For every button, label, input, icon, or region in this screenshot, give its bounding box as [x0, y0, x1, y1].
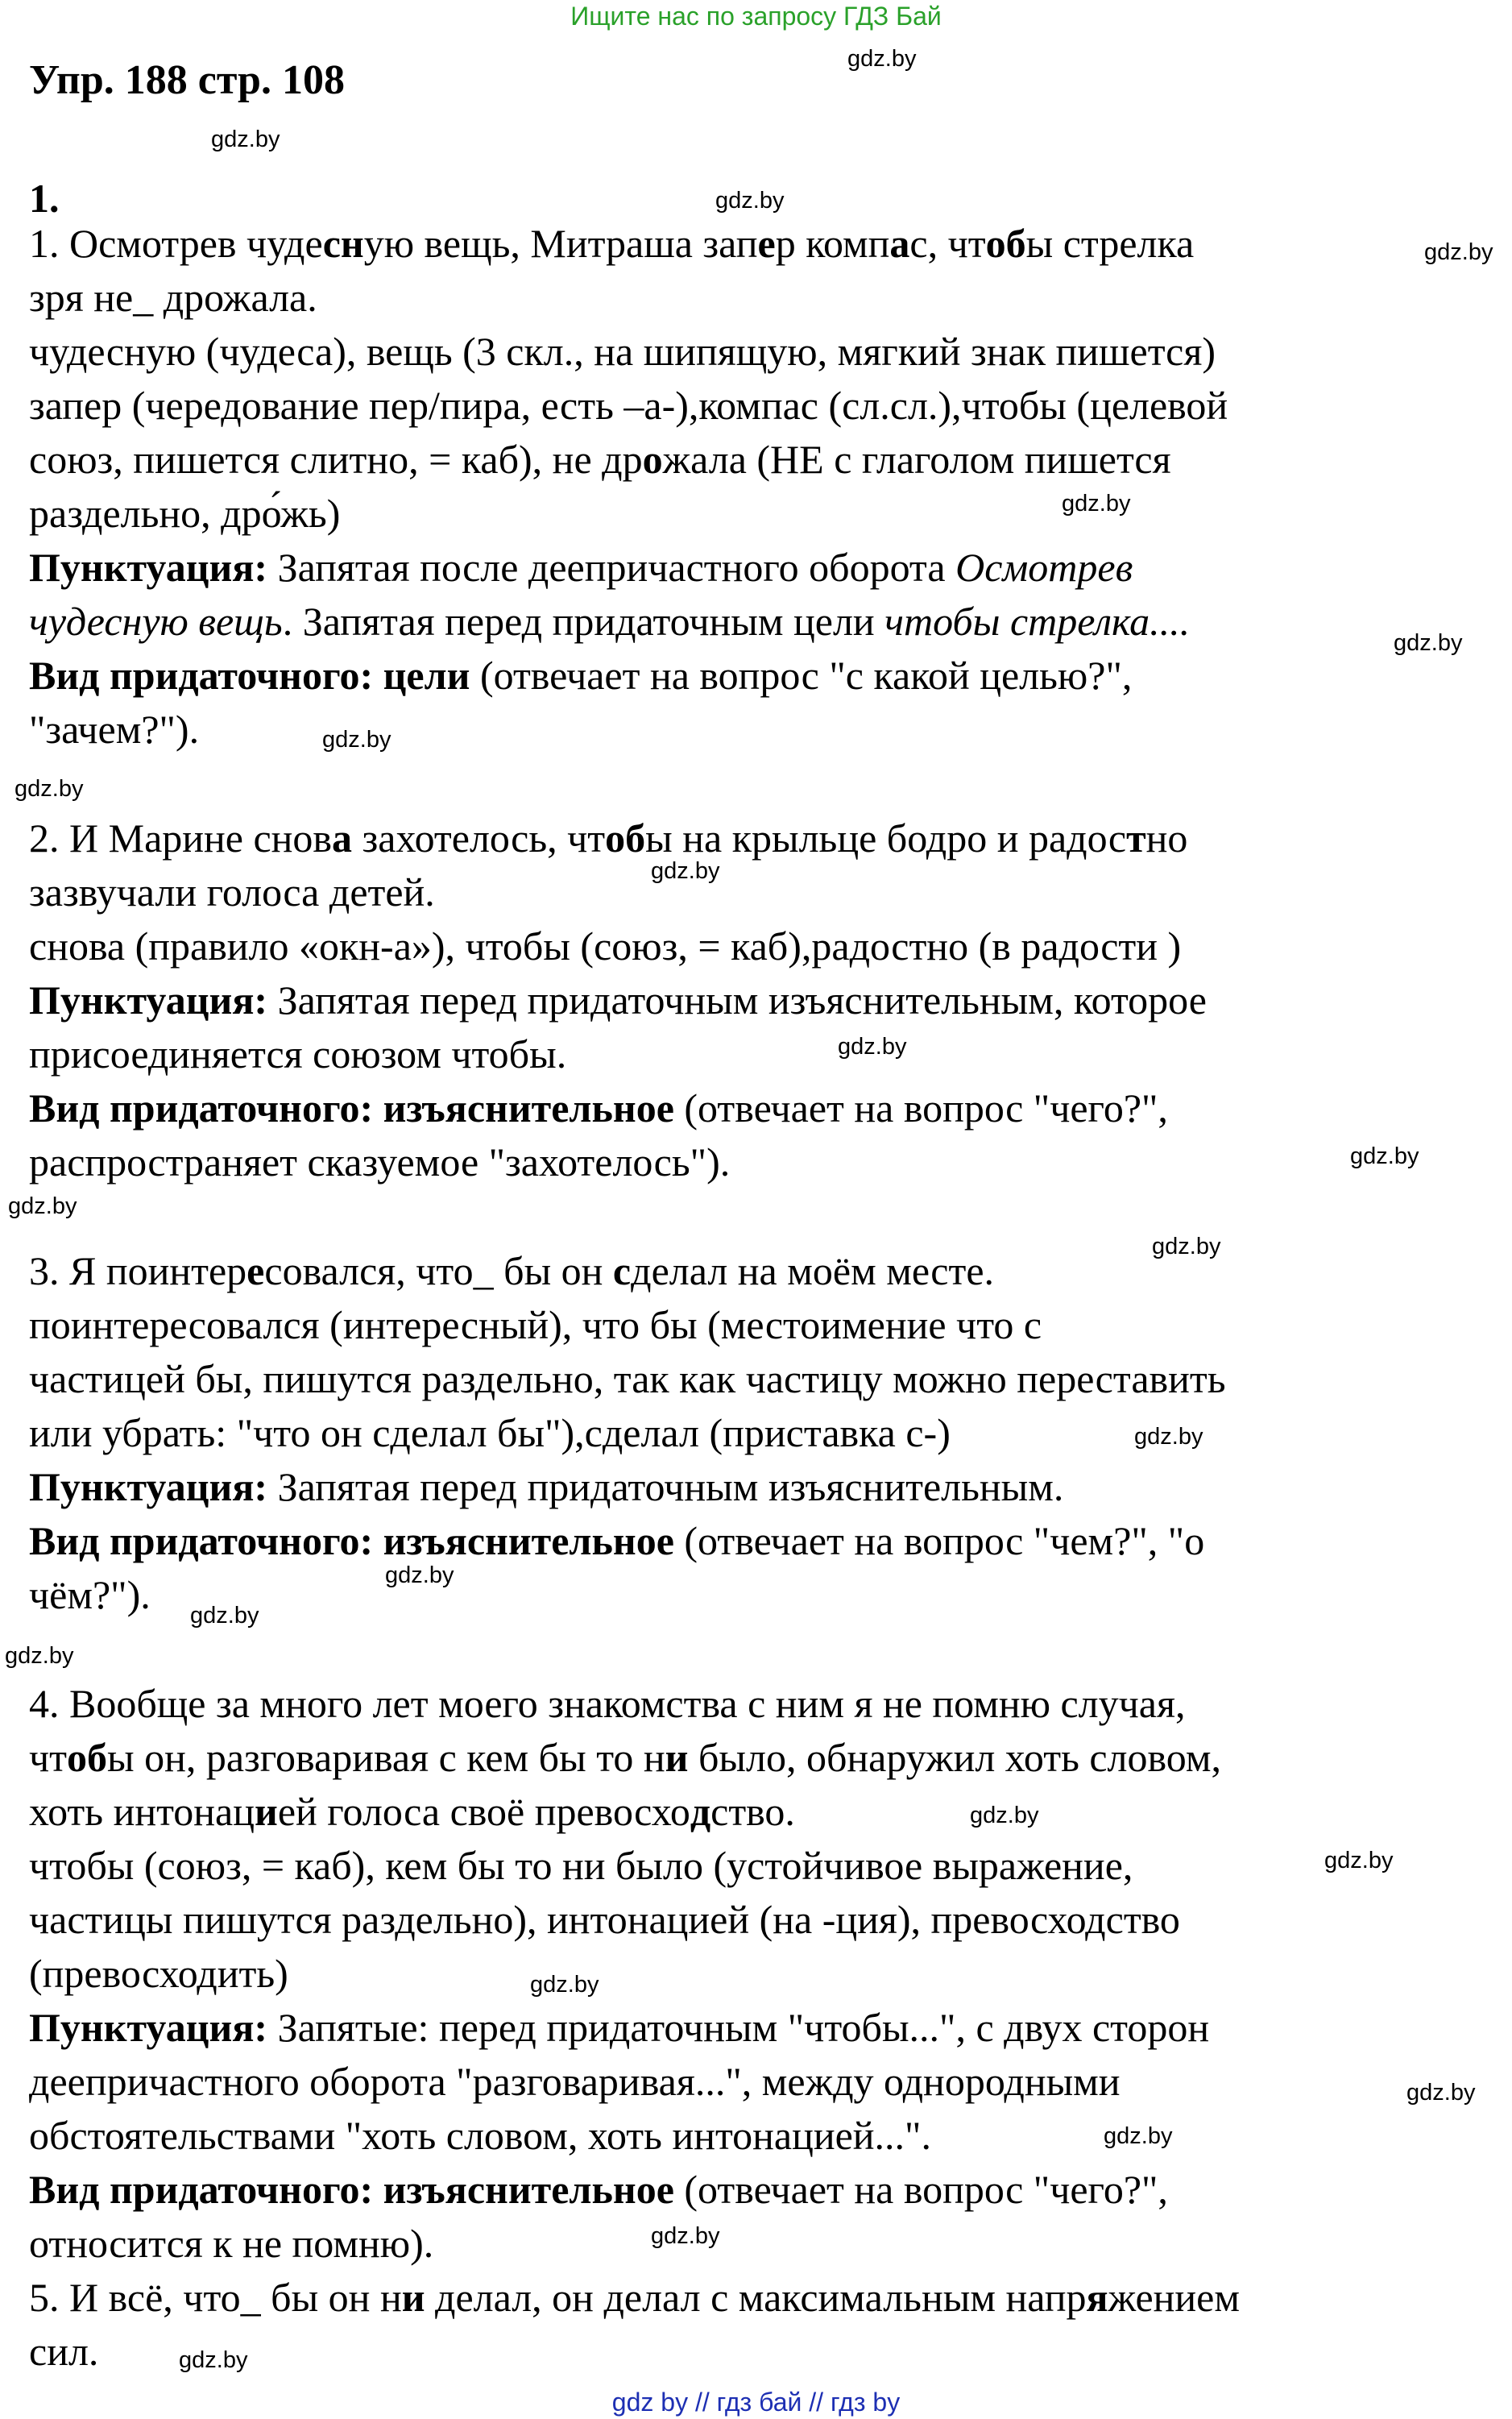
- text-span: хоть интонац: [29, 1789, 255, 1834]
- text-span: чтобы (союз, = каб), кем бы то ни было (устойчивое выражение,: [29, 1843, 1133, 1888]
- text-line: [29, 1678, 1185, 1729]
- text-line: [29, 1461, 1063, 1512]
- text-span: захотелось, чт: [352, 815, 606, 861]
- text-span: жением: [1108, 2275, 1241, 2320]
- text-line: [29, 1948, 288, 1999]
- text-line: [29, 2164, 1168, 2215]
- text-span: (отвечает на вопрос "с какой целью?",: [470, 653, 1133, 698]
- bold-text: и: [255, 1789, 278, 1834]
- text-line: [29, 2326, 98, 2377]
- watermark-label: gdz.by: [1324, 1848, 1394, 1873]
- bold-text: я: [1086, 2275, 1108, 2320]
- bold-text: Вид придаточного: изъяснительное: [29, 1518, 674, 1563]
- text-line: [29, 1569, 151, 1620]
- italic-text: чудесную вещь: [29, 599, 283, 644]
- watermark-label: gdz.by: [847, 46, 917, 72]
- watermark-label: gdz.by: [1424, 239, 1493, 265]
- text-span: или убрать: "что он сделал бы"),сделал (приставка с-): [29, 1410, 951, 1455]
- text-span: 3. Я поинтер: [29, 1248, 247, 1293]
- text-span: чт: [29, 1735, 67, 1780]
- text-span: зря не_ дрожала.: [29, 275, 317, 320]
- bold-text: с: [612, 1248, 632, 1293]
- text-line: [29, 1515, 1204, 1566]
- text-span: "зачем?").: [29, 707, 200, 752]
- text-span: союз, пишется слитно, = каб), не др: [29, 437, 643, 482]
- watermark-label: gdz.by: [14, 776, 84, 802]
- bold-text: Пунктуация:: [29, 977, 268, 1023]
- text-line: [29, 2272, 1240, 2323]
- bold-text: сн: [322, 221, 364, 266]
- text-span: совался, что_ бы он: [264, 1248, 613, 1293]
- text-span: делал, он делал с максимальным напр: [425, 2275, 1087, 2320]
- text-span: чём?").: [29, 1572, 151, 1617]
- bold-text: об: [985, 221, 1026, 266]
- text-span: с, чт: [909, 221, 986, 266]
- text-line: [29, 218, 1194, 269]
- text-span: Запятая перед придаточным изъяснительным.: [267, 1464, 1064, 1509]
- watermark-label: gdz.by: [1104, 2123, 1173, 2149]
- watermark-label: gdz.by: [5, 1643, 74, 1669]
- text-span: запер (чередование пер/пира, есть –а-),компас (сл.сл.),чтобы (целевой: [29, 383, 1228, 428]
- text-span: (превосходить): [29, 1951, 288, 1996]
- bottom-banner: gdz by // гдз бай // гдз by: [611, 2388, 901, 2417]
- text-span: ы стрелка: [1025, 221, 1195, 266]
- text-span: жала (НЕ с глаголом пишется: [662, 437, 1171, 482]
- bold-text: об: [67, 1735, 107, 1780]
- text-span: зазвучали голоса детей.: [29, 869, 435, 915]
- text-line: [29, 866, 435, 918]
- bold-text: Вид придаточного: изъяснительное: [29, 2167, 674, 2212]
- bold-text: е: [757, 221, 776, 266]
- watermark-label: gdz.by: [651, 2223, 720, 2249]
- text-span: присоединяется союзом чтобы.: [29, 1031, 567, 1077]
- text-span: Запятая перед придаточным изъяснительным, которое: [267, 977, 1207, 1023]
- text-span: 1. Осмотрев чуде: [29, 221, 323, 266]
- text-span: сил.: [29, 2329, 99, 2374]
- text-span: ую вещь, Митраша зап: [363, 221, 758, 266]
- bold-text: а: [889, 221, 910, 266]
- section-number: 1.: [29, 176, 60, 221]
- text-span: обстоятельствами "хоть словом, хоть интонацией...".: [29, 2113, 931, 2158]
- bold-text: д: [690, 1789, 711, 1834]
- text-line: [29, 812, 1187, 864]
- text-line: [29, 2056, 1121, 2107]
- watermark-label: gdz.by: [970, 1803, 1039, 1828]
- watermark-label: gdz.by: [1350, 1143, 1419, 1169]
- text-line: [29, 2002, 1209, 2053]
- text-span: 4. Вообще за много лет моего знакомства с ним я не помню случая,: [29, 1681, 1186, 1726]
- text-span: ей голоса своё превосхо: [277, 1789, 690, 1834]
- text-span: делал на моём месте.: [631, 1248, 995, 1293]
- bold-text: а: [332, 815, 353, 861]
- text-line: [29, 1894, 1180, 1945]
- text-line: [29, 1299, 1042, 1351]
- text-span: частицей бы, пишутся раздельно, так как частицу можно переставить: [29, 1356, 1226, 1401]
- watermark-label: gdz.by: [190, 1603, 259, 1629]
- text-line: [29, 434, 1171, 485]
- text-span: частицы пишутся раздельно), интонацией (на -ция), превосходство: [29, 1897, 1180, 1942]
- top-banner: Ищите нас по запросу ГДЗ Бай: [570, 2, 942, 31]
- page-title: Упр. 188 стр. 108: [29, 57, 345, 103]
- watermark-label: gdz.by: [715, 188, 785, 214]
- text-span: поинтересовался (интересный), что бы (местоимение что с: [29, 1302, 1042, 1347]
- text-span: ство.: [710, 1789, 795, 1834]
- text-line: [29, 649, 1132, 701]
- text-span: деепричастного оборота "разговаривая...", между однородными: [29, 2059, 1121, 2104]
- text-span: относится к не помню).: [29, 2221, 434, 2266]
- text-line: [29, 974, 1207, 1026]
- bold-text: Вид придаточного: изъяснительное: [29, 1085, 674, 1131]
- watermark-label: gdz.by: [1152, 1234, 1221, 1259]
- watermark-label: gdz.by: [211, 127, 280, 152]
- text-line: [29, 2110, 931, 2161]
- text-span: (отвечает на вопрос "чем?", "о: [673, 1518, 1205, 1563]
- text-line: [29, 1028, 566, 1080]
- bold-text: т: [1126, 815, 1146, 861]
- text-line: [29, 1082, 1168, 1134]
- text-span: 5. И всё, что_ бы он н: [29, 2275, 402, 2320]
- bold-text: Вид придаточного: цели: [29, 653, 470, 698]
- bold-text: о: [642, 437, 663, 482]
- text-line: [29, 541, 1133, 593]
- text-span: ы на крыльце бодро и радос: [645, 815, 1127, 861]
- bold-text: е: [246, 1248, 265, 1293]
- italic-text: чтобы стрелка....: [884, 599, 1191, 644]
- text-span: 2. И Марине снов: [29, 815, 333, 861]
- text-span: (отвечает на вопрос "чего?",: [673, 2167, 1168, 2212]
- text-line: [29, 2218, 433, 2269]
- bold-text: об: [605, 815, 646, 861]
- text-span: (отвечает на вопрос "чего?",: [673, 1085, 1168, 1131]
- text-span: Запятая после деепричастного оборота: [267, 545, 956, 590]
- watermark-label: gdz.by: [385, 1562, 454, 1588]
- text-line: [29, 920, 1181, 972]
- watermark-label: gdz.by: [179, 2347, 248, 2373]
- watermark-label: gdz.by: [322, 727, 391, 753]
- text-line: [29, 703, 199, 755]
- text-line: [29, 326, 1216, 377]
- bold-text: Пунктуация:: [29, 545, 268, 590]
- text-span: чудесную (чудеса), вещь (3 скл., на шипящую, мягкий знак пишется): [29, 329, 1216, 374]
- text-line: [29, 488, 340, 539]
- bold-text: и: [665, 1735, 689, 1780]
- text-span: р комп: [775, 221, 890, 266]
- text-line: [29, 1353, 1226, 1405]
- watermark-label: gdz.by: [1394, 630, 1463, 656]
- text-line: [29, 1407, 951, 1458]
- text-line: [29, 272, 317, 323]
- text-span: но: [1145, 815, 1188, 861]
- text-span: снова (правило «окн-а»), чтобы (союз, = каб),радостно (в радости ): [29, 923, 1182, 969]
- watermark-label: gdz.by: [1062, 491, 1131, 517]
- watermark-label: gdz.by: [8, 1193, 77, 1219]
- text-span: . Запятая перед придаточным цели: [282, 599, 885, 644]
- text-span: распространяет сказуемое "захотелось").: [29, 1139, 731, 1185]
- text-line: [29, 1786, 795, 1837]
- watermark-label: gdz.by: [1406, 2080, 1476, 2106]
- watermark-label: gdz.by: [651, 858, 720, 884]
- text-line: [29, 1732, 1221, 1783]
- watermark-label: gdz.by: [838, 1034, 907, 1060]
- bold-text: Пунктуация:: [29, 1464, 268, 1509]
- text-line: [29, 595, 1190, 647]
- text-span: ы он, разговаривая с кем бы то н: [107, 1735, 665, 1780]
- text-span: Запятые: перед придаточным "чтобы...", с двух сторон: [267, 2005, 1210, 2050]
- text-line: [29, 380, 1228, 431]
- bold-text: Пунктуация:: [29, 2005, 268, 2050]
- bold-text: и: [401, 2275, 425, 2320]
- text-span: было, обнаружил хоть словом,: [688, 1735, 1221, 1780]
- text-line: [29, 1245, 994, 1297]
- watermark-label: gdz.by: [1134, 1424, 1203, 1450]
- watermark-label: gdz.by: [530, 1972, 599, 1998]
- text-line: [29, 1136, 730, 1188]
- text-line: [29, 1840, 1133, 1891]
- italic-text: Осмотрев: [955, 545, 1133, 590]
- text-span: раздельно, дро́жь): [29, 491, 341, 536]
